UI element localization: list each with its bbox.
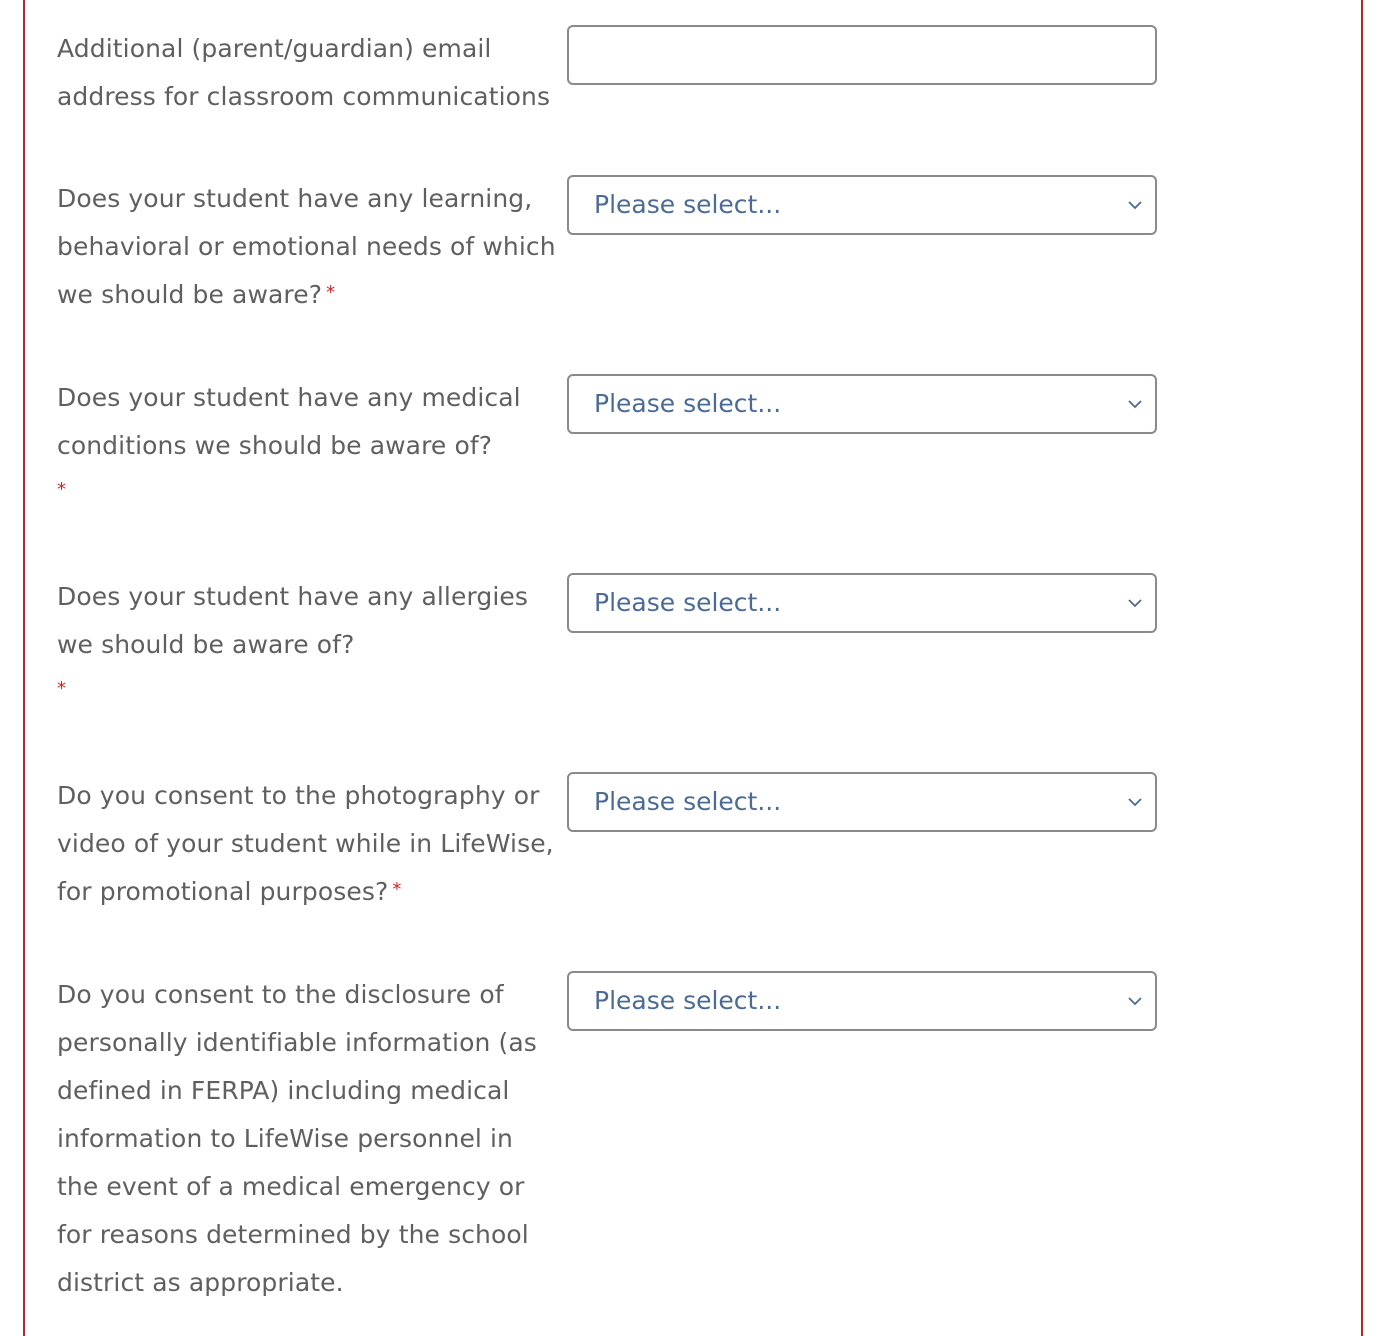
field-label: Do you consent to the disclosure of personally identifiable information (as defined in FERPA) including medical information to LifeWise personnel in the event of a medical emergency or for reasons determined by the school district as appropriate. <box>57 980 537 1297</box>
select-value: Please select... <box>594 588 782 617</box>
field-label: Does your student have any allergies we should be aware of? * <box>57 573 557 699</box>
medical-conditions-select[interactable] <box>567 374 1157 434</box>
chevron-down-icon <box>1127 595 1143 611</box>
photo-consent-select[interactable] <box>567 772 1157 832</box>
chevron-down-icon <box>1127 396 1143 412</box>
required-asterisk: * <box>57 678 67 699</box>
select-value: Please select... <box>594 787 782 816</box>
field-label: Does your student have any medical conditions we should be aware of? * <box>57 374 557 500</box>
additional-email-input[interactable] <box>569 27 1155 83</box>
select-value: Please select... <box>594 190 782 219</box>
field-label: Additional (parent/guardian) email address for classroom communications <box>57 34 551 111</box>
required-asterisk: * <box>326 282 336 303</box>
allergies-select[interactable] <box>567 573 1157 633</box>
select-value: Please select... <box>594 986 782 1015</box>
required-asterisk: * <box>392 879 402 900</box>
ferpa-consent-select[interactable] <box>567 971 1157 1031</box>
chevron-down-icon <box>1127 794 1143 810</box>
learning-needs-select[interactable] <box>567 175 1157 235</box>
required-asterisk: * <box>57 479 67 500</box>
field-label: Does your student have any learning, behavioral or emotional needs of which we should be aware? * <box>57 184 556 309</box>
field-label: Do you consent to the photography or video of your student while in LifeWise, for promotional purposes? * <box>57 781 554 906</box>
chevron-down-icon <box>1127 993 1143 1009</box>
additional-email-input-wrapper[interactable] <box>567 25 1157 85</box>
chevron-down-icon <box>1127 197 1143 213</box>
select-value: Please select... <box>594 389 782 418</box>
